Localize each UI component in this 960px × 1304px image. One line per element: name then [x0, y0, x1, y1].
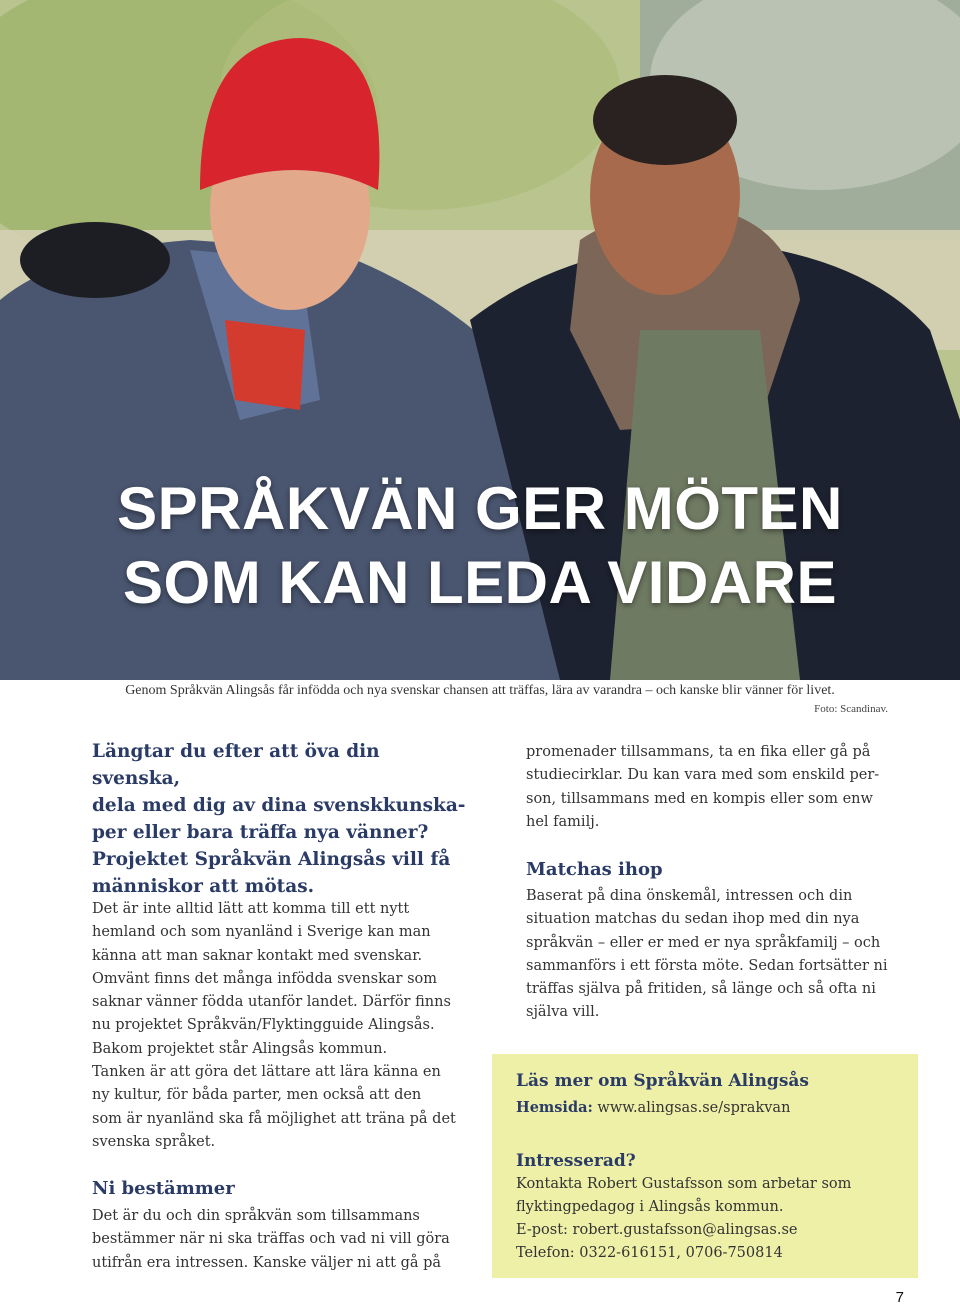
body-line: träffas själva på fritiden, så länge och så ofta ni	[526, 981, 876, 998]
section-heading-matchas-ihop: Matchas ihop	[526, 859, 663, 880]
body-line: språkvän – eller er med er nya språkfamilj – och	[526, 934, 881, 951]
lead-line: dela med dig av dina svenskkunska-	[92, 795, 466, 816]
body-line: hemland och som nyanländ i Sverige kan man	[92, 924, 431, 941]
body-line: Tanken är att göra det lättare att lära känna en	[92, 1064, 441, 1081]
section-body-matchas-ihop	[526, 885, 906, 1025]
body-line: promenader tillsammans, ta en fika eller gå på	[526, 744, 871, 760]
section-body-ni-bestammer	[92, 1205, 472, 1275]
body-line: känna att man saknar kontakt med svenskar.	[92, 947, 423, 964]
body-line: saknar vänner födda utanför landet. Därför finns	[92, 994, 451, 1011]
body-line: Bakom projektet står Alingsås kommun.	[92, 1040, 388, 1057]
hero-title-line-1: SPRÅKVÄN GER MÖTEN	[117, 475, 843, 542]
photo-credit: Foto: Scandinav.	[814, 703, 888, 715]
lead-paragraph	[92, 738, 472, 900]
body-line: Baserat på dina önskemål, intressen och din	[526, 888, 853, 904]
website-label: Hemsida:	[516, 1099, 593, 1116]
body-line: Det är inte alltid lätt att komma till ett nytt	[92, 901, 410, 917]
contact-email[interactable]: E-post: robert.gustafsson@alingsas.se	[516, 1222, 798, 1238]
continued-body-text	[526, 741, 906, 834]
page-number: 7	[895, 1289, 904, 1304]
body-line: hel familj.	[526, 813, 600, 830]
body-line: bestämmer när ni ska träffas och vad ni vill göra	[92, 1231, 450, 1248]
body-line: son, tillsammans med en kompis eller som enw	[526, 790, 873, 807]
body-line: ny kultur, för båda parter, men också att den	[92, 1087, 422, 1104]
info-heading-interested: Intresserad?	[516, 1151, 636, 1171]
body-line: nu projektet Språkvän/Flyktingguide Alingsås.	[92, 1017, 435, 1034]
hero-title-line-2: SOM KAN LEDA VIDARE	[123, 549, 837, 616]
body-line: Omvänt finns det många infödda svenskar som	[92, 970, 437, 987]
lead-line: Längtar du efter att öva din svenska,	[92, 741, 380, 789]
photo-caption: Genom Språkvän Alingsås får infödda och nya svenskar chansen att träffas, lära av varandra – och kanske blir vänner för livet.	[125, 683, 835, 698]
body-line: studiecirklar. Du kan vara med som enskild per-	[526, 767, 880, 784]
contact-line: Kontakta Robert Gustafsson som arbetar som	[516, 1176, 852, 1192]
body-line: sammanförs i ett första möte. Sedan fortsätter ni	[526, 957, 888, 974]
intro-body-text	[92, 898, 472, 1154]
body-line: Det är du och din språkvän som tillsammans	[92, 1208, 420, 1224]
website-link[interactable]: www.alingsas.se/sprakvan	[592, 1100, 791, 1116]
info-heading-read-more: Läs mer om Språkvän Alingsås	[516, 1071, 809, 1091]
body-line: själva vill.	[526, 1004, 600, 1021]
contact-line: flyktingpedagog i Alingsås kommun.	[516, 1199, 784, 1215]
lead-line: människor att mötas.	[92, 876, 315, 897]
lead-line: Projektet Språkvän Alingsås vill få	[92, 849, 451, 870]
body-line: utifrån era intressen. Kanske väljer ni att gå på	[92, 1254, 442, 1271]
contact-phone: Telefon: 0322-616151, 0706-750814	[516, 1245, 783, 1261]
info-box	[492, 1054, 918, 1278]
body-line: som är nyanländ ska få möjlighet att träna på det	[92, 1110, 456, 1127]
lead-line: per eller bara träffa nya vänner?	[92, 822, 429, 843]
website-line	[516, 1099, 790, 1116]
body-line: svenska språket.	[92, 1133, 216, 1150]
body-line: situation matchas du sedan ihop med din nya	[526, 911, 860, 928]
section-heading-ni-bestammer: Ni bestämmer	[92, 1178, 235, 1199]
